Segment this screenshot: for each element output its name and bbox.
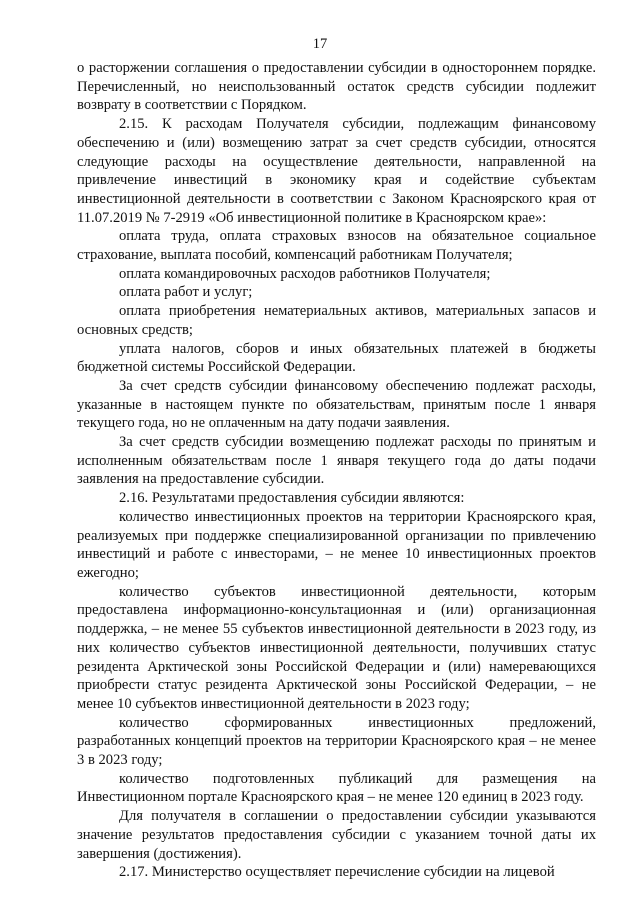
- list-item-result-publications: количество подготовленных публикаций для размещения на Инвестиционном портале Красноярского края – не менее 120 единиц в 2023 году.: [77, 770, 596, 806]
- paragraph-2-17: 2.17. Министерство осуществляет перечисление субсидии на лицевой: [119, 864, 555, 881]
- paragraph-continuation: о расторжении соглашения о предоставлении субсидии в одностороннем порядке. Перечисленный, но неиспользованный остаток средств субсидии подлежит возврату в соответствии с Порядком.: [77, 60, 596, 114]
- list-item-result-projects: количество инвестиционных проектов на территории Красноярского края, реализуемых при поддержке специализированной организации по привлечению инвестиций и работе с инвесторами, – не менее 10 инвестиционных проектов ежегодно;: [77, 508, 596, 581]
- list-item-expense-taxes: уплата налогов, сборов и иных обязательных платежей в бюджеты бюджетной системы Российской Федерации.: [77, 340, 596, 376]
- list-item-result-subjects: количество субъектов инвестиционной деятельности, которым предоставлена информационно-консультационная и (или) организационная поддержка, – не менее 55 субъектов инвестиционной деятельности в 2023 году, из них количество субъектов инвестиционной деятельности, получивших статус резидента Арктической зоны Российской Федерации и (или) намеревающихся приобрести статус резидента Арктической зоны Российской Федерации, – не менее 10 субъектов инвестиционной деятельности в 2023 году;: [77, 583, 596, 712]
- page-number: 17: [312, 36, 328, 52]
- document-body: [77, 59, 596, 882]
- paragraph-financing: За счет средств субсидии финансовому обеспечению подлежат расходы, указанные в настоящем пункте по обязательствам, принятым после 1 января текущего года, но не оплаченным на дату подачи заявления.: [77, 377, 596, 432]
- list-item-result-proposals: количество сформированных инвестиционных предложений, разработанных концепций проектов на территории Красноярского края – не менее 3 в 2023 году;: [77, 714, 596, 769]
- list-item-expense-assets: оплата приобретения нематериальных активов, материальных запасов и основных средств;: [77, 303, 596, 338]
- paragraph-agreement: Для получателя в соглашении о предоставлении субсидии указываются значение результатов предоставления субсидии с указанием точной даты их завершения (достижения).: [77, 808, 596, 862]
- paragraph-reimbursement: За счет средств субсидии возмещению подлежат расходы по принятым и исполненным обязательствам после 1 января текущего года до даты подачи заявления на предоставление субсидии.: [77, 434, 596, 488]
- list-item-expense-salary: оплата труда, оплата страховых взносов на обязательное социальное страхование, выплата пособий, компенсаций работникам Получателя;: [77, 228, 596, 264]
- paragraph-2-15: 2.15. К расходам Получателя субсидии, подлежащим финансовому обеспечению и (или) возмещению затрат за счет средств субсидии, относятся следующие расходы на осуществление деятельности, направленной на привлечение инвестиций в экономику края и содействие субъектам инвестиционной деятельности в соответствии с Законом Красноярского края от 11.07.2019 № 7-2919 «Об инвестиционной политике в Красноярском крае»:: [77, 116, 596, 226]
- list-item-expense-travel: оплата командировочных расходов работников Получателя;: [119, 265, 491, 282]
- paragraph-2-16: 2.16. Результатами предоставления субсидии являются:: [119, 490, 465, 507]
- list-item-expense-services: оплата работ и услуг;: [119, 284, 253, 301]
